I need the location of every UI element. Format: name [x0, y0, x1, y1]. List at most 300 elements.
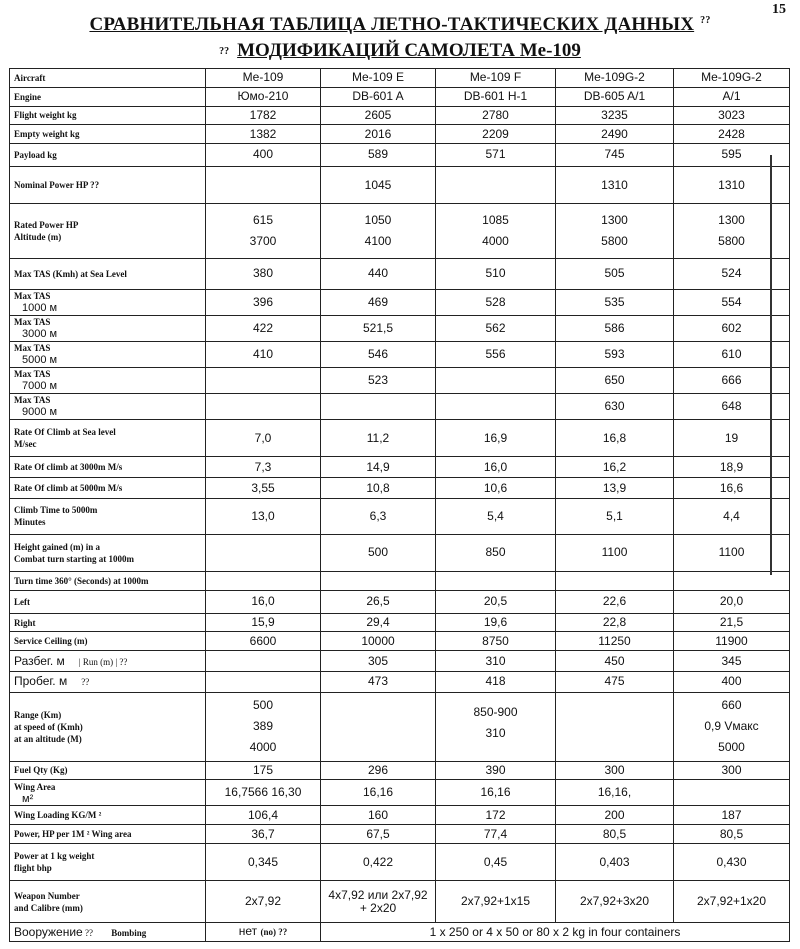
cell-value: 16,16 — [480, 785, 511, 800]
table-cell — [436, 843, 556, 881]
cell-value: 300 — [604, 762, 625, 777]
table-cell — [206, 457, 321, 478]
table-cell — [556, 613, 674, 632]
cell-value: 0,403 — [599, 854, 630, 869]
title-line-2: МОДИФИКАЦИЙ САМОЛЕТА Me-109 — [237, 40, 581, 61]
row-label — [10, 534, 206, 572]
row-label — [10, 87, 206, 106]
cell-value: A/1 — [722, 89, 741, 104]
table-cell — [321, 144, 436, 167]
table-cell — [206, 125, 321, 144]
table-row — [10, 572, 790, 591]
table-cell — [556, 651, 674, 672]
cell-value: 2x7,92 — [244, 894, 282, 909]
cell-value: 19,6 — [483, 615, 508, 630]
bombing-row — [10, 923, 790, 942]
row-label-alt: 3000 м — [22, 328, 58, 341]
table-cell — [556, 419, 674, 457]
row-label-text: Max TAS — [14, 369, 51, 380]
cell-value: 345 — [721, 653, 742, 668]
table-cell — [206, 806, 321, 825]
row-label-text: Max TAS (Kmh) at Sea Level — [14, 268, 127, 279]
cell-value: 850-900 — [473, 704, 518, 719]
table-cell — [436, 780, 556, 806]
row-label — [10, 780, 206, 806]
table-cell — [436, 87, 556, 106]
cell-value: 2780 — [482, 107, 509, 122]
row-label — [10, 923, 206, 942]
row-label-text: Rate Of climb at 3000m M/s — [14, 462, 123, 473]
row-label — [10, 204, 206, 258]
table-cell — [206, 144, 321, 167]
table-cell — [556, 632, 674, 651]
cell-value: 400 — [252, 147, 274, 162]
table-cell — [206, 651, 321, 672]
table-cell — [674, 806, 790, 825]
table-cell — [674, 106, 790, 125]
row-label-text: Rated Power HP — [14, 219, 79, 230]
table-cell — [674, 843, 790, 881]
cell-value: 175 — [252, 762, 274, 777]
table-row — [10, 499, 790, 534]
cell-value: 469 — [367, 294, 389, 309]
row-label — [10, 651, 206, 672]
row-label — [10, 613, 206, 632]
cell-value: 554 — [721, 294, 742, 309]
cell-value: 0,422 — [362, 854, 394, 869]
table-cell — [321, 457, 436, 478]
row-label-alt: 9000 м — [22, 406, 58, 419]
cell-value: 615 — [252, 212, 274, 227]
cell-value: 20,5 — [483, 594, 508, 609]
table-cell — [674, 881, 790, 923]
table-cell — [674, 590, 790, 613]
cell-value: 666 — [721, 372, 742, 387]
row-label-text: Пробег. м — [14, 674, 68, 689]
table-cell — [556, 204, 674, 258]
table-cell — [321, 672, 436, 693]
table-cell — [206, 613, 321, 632]
table-cell — [436, 590, 556, 613]
row-label — [10, 499, 206, 534]
bombing-label-mark: ?? — [84, 927, 93, 938]
table-row — [10, 258, 790, 289]
table-cell — [321, 393, 436, 419]
cell-value: 648 — [721, 398, 742, 413]
table-cell — [436, 692, 556, 761]
row-label — [10, 341, 206, 367]
table-row — [10, 672, 790, 693]
table-cell — [556, 87, 674, 106]
cell-value: 10,6 — [483, 480, 508, 495]
table-cell — [556, 825, 674, 844]
table-cell — [674, 367, 790, 393]
table-cell — [436, 632, 556, 651]
row-label — [10, 457, 206, 478]
cell-value: 4x7,92 или 2x7,92 + 2x20 — [328, 887, 428, 915]
cell-value: 7,3 — [254, 459, 272, 474]
cell-value: 160 — [367, 807, 389, 822]
row-label-text: Climb Time to 5000m — [14, 505, 98, 516]
cell-value: 67,5 — [366, 826, 390, 841]
cell-value: 10,8 — [366, 480, 390, 495]
cell-value: 80,5 — [719, 826, 744, 841]
row-label-line-2: flight bhp — [14, 863, 52, 874]
cell-value: 16,7566 16,30 — [224, 785, 302, 800]
table-cell — [436, 204, 556, 258]
table-cell — [674, 613, 790, 632]
table-row — [10, 780, 790, 806]
cell-value: 593 — [604, 346, 625, 361]
row-label-alt: 7000 м — [22, 380, 58, 393]
cell-value: 18,9 — [719, 459, 744, 474]
cell-value: 1100 — [601, 545, 628, 560]
table-row — [10, 69, 790, 88]
row-label — [10, 166, 206, 204]
table-cell — [556, 881, 674, 923]
table-cell — [674, 499, 790, 534]
cell-value: 745 — [604, 147, 625, 162]
row-label-note: ?? — [81, 677, 90, 688]
table-cell — [436, 289, 556, 315]
cell-value: 1050 — [364, 212, 392, 227]
cell-value: 2428 — [718, 126, 745, 141]
table-row — [10, 651, 790, 672]
table-cell — [556, 341, 674, 367]
cell-value: 1310 — [601, 177, 628, 192]
cell-value: 300 — [721, 762, 742, 777]
row-label — [10, 806, 206, 825]
row-label-text: Range (Km) — [14, 709, 62, 720]
table-cell — [674, 315, 790, 341]
row-label-line-2: at speed of (Kmh) — [14, 721, 83, 732]
table-cell — [436, 761, 556, 780]
row-label-text: Empty weight kg — [14, 129, 80, 140]
cell-value: 22,6 — [602, 594, 627, 609]
table-cell — [321, 780, 436, 806]
row-label-text: Aircraft — [14, 72, 46, 83]
cell-value: 11250 — [598, 633, 631, 648]
table-cell — [436, 69, 556, 88]
cell-value: 16,16 — [362, 785, 394, 800]
table-row — [10, 632, 790, 651]
cell-value: 10000 — [361, 633, 395, 648]
row-label-text: Rate Of Climb at Sea level — [14, 427, 116, 438]
cell-value: 13,9 — [602, 480, 627, 495]
margin-rule — [770, 155, 772, 575]
cell-value: 3235 — [601, 107, 628, 122]
table-cell — [206, 825, 321, 844]
row-label-text: Height gained (m) in a — [14, 541, 101, 552]
cell-value: Me-109G-2 — [584, 70, 645, 85]
cell-value: Юмо-210 — [237, 89, 289, 104]
cell-value-values2: 310 — [485, 725, 506, 740]
table-cell — [436, 144, 556, 167]
row-label-text: Rate Of climb at 5000m M/s — [14, 483, 123, 494]
table-cell — [556, 780, 674, 806]
cell-value: 473 — [367, 674, 389, 689]
row-label — [10, 672, 206, 693]
cell-value: 630 — [604, 398, 625, 413]
cell-value: 528 — [485, 294, 506, 309]
page-title — [0, 14, 800, 36]
table-cell — [674, 258, 790, 289]
cell-value: 2605 — [364, 107, 392, 122]
cell-value: 26,5 — [366, 594, 390, 609]
table-cell — [674, 204, 790, 258]
table-cell — [436, 651, 556, 672]
row-label-line-2: Minutes — [14, 517, 46, 528]
cell-value: 595 — [721, 147, 742, 162]
row-label — [10, 315, 206, 341]
row-label — [10, 393, 206, 419]
row-label-alt: 1000 м — [22, 302, 58, 315]
cell-value: 500 — [367, 545, 389, 560]
table-cell — [206, 106, 321, 125]
row-label-text: Разбег. м — [14, 653, 65, 668]
table-cell — [674, 572, 790, 591]
cell-value-values2: 5800 — [601, 233, 628, 248]
cell-value: 505 — [604, 266, 625, 281]
table-row — [10, 393, 790, 419]
cell-value: 602 — [721, 320, 742, 335]
table-cell — [436, 393, 556, 419]
table-cell — [674, 672, 790, 693]
table-cell — [674, 632, 790, 651]
page-subtitle — [0, 40, 800, 62]
row-label-text: Max TAS — [14, 343, 51, 354]
cell-value: 556 — [485, 346, 506, 361]
table-cell — [674, 393, 790, 419]
table-row — [10, 806, 790, 825]
cell-value: 21,5 — [719, 615, 744, 630]
table-row — [10, 613, 790, 632]
cell-value: Me-109G-2 — [701, 70, 762, 85]
cell-value: 77,4 — [483, 826, 508, 841]
table-cell — [206, 166, 321, 204]
cell-value: 11900 — [715, 633, 748, 648]
table-cell — [321, 289, 436, 315]
row-label — [10, 632, 206, 651]
cell-value: Me-109 E — [351, 70, 405, 85]
table-cell — [436, 315, 556, 341]
row-label — [10, 590, 206, 613]
cell-value: 586 — [604, 320, 625, 335]
cell-value: 2x7,92+3x20 — [579, 894, 650, 909]
row-label — [10, 692, 206, 761]
cell-value: 440 — [367, 266, 389, 281]
table-cell — [556, 534, 674, 572]
cell-value: 610 — [721, 346, 742, 361]
cell-value: 172 — [485, 807, 506, 822]
bombing-sublabel: Bombing — [111, 927, 147, 938]
table-cell — [556, 761, 674, 780]
table-row — [10, 457, 790, 478]
cell-value: 1300 — [601, 212, 628, 227]
table-row — [10, 881, 790, 923]
table-cell — [321, 258, 436, 289]
table-cell — [321, 843, 436, 881]
cell-value: 523 — [367, 372, 389, 387]
table-cell — [674, 87, 790, 106]
row-label-text: Wing Loading KG/M ² — [14, 810, 102, 821]
cell-value: 450 — [604, 653, 625, 668]
table-cell — [674, 534, 790, 572]
table-cell — [674, 457, 790, 478]
table-cell — [206, 367, 321, 393]
table-row — [10, 534, 790, 572]
cell-value: 15,9 — [251, 615, 275, 630]
cell-value: 500 — [252, 698, 274, 713]
table-cell — [206, 69, 321, 88]
row-label — [10, 258, 206, 289]
table-row — [10, 204, 790, 258]
cell-value: 2x7,92+1x15 — [460, 894, 531, 909]
table-cell — [206, 393, 321, 419]
table-cell — [206, 87, 321, 106]
table-row — [10, 166, 790, 204]
cell-value: 22,8 — [602, 615, 627, 630]
title-line-2-mark: ?? — [219, 46, 230, 58]
table-cell — [436, 166, 556, 204]
table-cell — [321, 613, 436, 632]
table-cell — [206, 534, 321, 572]
cell-value: 0,45 — [483, 854, 508, 869]
cell-value: 1100 — [718, 545, 745, 560]
table-cell — [321, 806, 436, 825]
bombing-options: 1 x 250 or 4 x 50 or 80 x 2 kg in four containers — [429, 924, 681, 939]
row-label-text: Flight weight kg — [14, 110, 77, 121]
cell-value-values3: 4000 — [249, 740, 277, 755]
cell-value: 11,2 — [366, 430, 390, 445]
cell-value: 1382 — [249, 126, 277, 141]
row-label-alt: м² — [22, 792, 34, 805]
table-cell — [436, 672, 556, 693]
row-label-text: Weapon Number — [14, 890, 80, 901]
table-cell — [556, 478, 674, 499]
row-label-text: Power at 1 kg weight — [14, 851, 95, 862]
table-cell — [556, 289, 674, 315]
table-cell — [436, 258, 556, 289]
cell-value: 0,345 — [247, 854, 279, 869]
row-label — [10, 572, 206, 591]
table-cell — [436, 572, 556, 591]
row-label-text: Nominal Power HP ?? — [14, 180, 100, 191]
cell-value: 660 — [721, 698, 742, 713]
table-cell — [556, 69, 674, 88]
table-cell — [321, 761, 436, 780]
table-cell — [436, 367, 556, 393]
table-cell — [674, 780, 790, 806]
cell-value: Me-109 F — [469, 70, 522, 85]
cell-value: 16,8 — [602, 430, 627, 445]
table-cell — [321, 69, 436, 88]
table-cell — [674, 69, 790, 88]
cell-value: 571 — [485, 147, 506, 162]
cell-value: 36,7 — [251, 826, 275, 841]
table-cell — [556, 457, 674, 478]
cell-value: 80,5 — [602, 826, 627, 841]
table-cell — [321, 87, 436, 106]
cell-value: 418 — [485, 674, 506, 689]
cell-value: 310 — [485, 653, 506, 668]
cell-value: 850 — [485, 545, 506, 560]
row-label — [10, 843, 206, 881]
title-line-1: СРАВНИТЕЛЬНАЯ ТАБЛИЦА ЛЕТНО-ТАКТИЧЕСКИХ ДАННЫХ — [89, 14, 695, 35]
row-label-text: Right — [14, 617, 36, 628]
table-cell — [206, 258, 321, 289]
cell-value: DB-601 H-1 — [463, 89, 528, 104]
cell-value-values2: 4100 — [364, 233, 392, 248]
cell-value: 422 — [252, 320, 274, 335]
row-label-text: Engine — [14, 91, 42, 102]
table-cell — [556, 125, 674, 144]
table-cell — [206, 341, 321, 367]
cell-value-values2: 0,9 Vмакс — [704, 719, 759, 734]
table-cell — [321, 572, 436, 591]
table-cell — [556, 572, 674, 591]
table-cell — [436, 499, 556, 534]
table-cell — [321, 590, 436, 613]
table-cell — [321, 825, 436, 844]
table-row — [10, 125, 790, 144]
cell-value: 16,0 — [483, 459, 508, 474]
cell-value: 524 — [721, 266, 742, 281]
bombing-col1: нет — [238, 924, 258, 939]
table-cell — [674, 419, 790, 457]
cell-value: 29,4 — [366, 615, 390, 630]
table-cell — [436, 881, 556, 923]
cell-value: 6600 — [249, 633, 277, 648]
table-cell — [674, 289, 790, 315]
table-row — [10, 87, 790, 106]
cell-value: 562 — [485, 320, 506, 335]
row-label — [10, 419, 206, 457]
cell-value: 535 — [604, 294, 625, 309]
cell-value: 200 — [604, 807, 625, 822]
cell-value: 106,4 — [247, 807, 279, 822]
table-row — [10, 315, 790, 341]
table-cell — [674, 761, 790, 780]
table-cell — [674, 825, 790, 844]
table-cell — [556, 590, 674, 613]
cell-value-values2: 4000 — [482, 233, 509, 248]
table-cell — [321, 478, 436, 499]
row-label — [10, 367, 206, 393]
cell-value: 0,430 — [716, 854, 747, 869]
table-cell — [206, 761, 321, 780]
table-row — [10, 106, 790, 125]
title-line-1-mark: ?? — [700, 14, 711, 26]
row-label — [10, 144, 206, 167]
table-cell — [206, 419, 321, 457]
cell-value: 2490 — [601, 126, 628, 141]
table-cell — [674, 144, 790, 167]
cell-value: 521,5 — [362, 320, 394, 335]
row-label-text: Fuel Qty (Kg) — [14, 765, 68, 776]
table-cell — [321, 106, 436, 125]
table-cell — [556, 144, 674, 167]
table-cell — [206, 923, 321, 942]
cell-value-values2: 389 — [252, 719, 274, 734]
cell-value: 2016 — [364, 126, 392, 141]
table-cell — [674, 478, 790, 499]
table-cell — [321, 651, 436, 672]
cell-value: 8750 — [482, 633, 509, 648]
table-cell — [556, 166, 674, 204]
cell-value: 16,6 — [719, 480, 744, 495]
table-row — [10, 341, 790, 367]
